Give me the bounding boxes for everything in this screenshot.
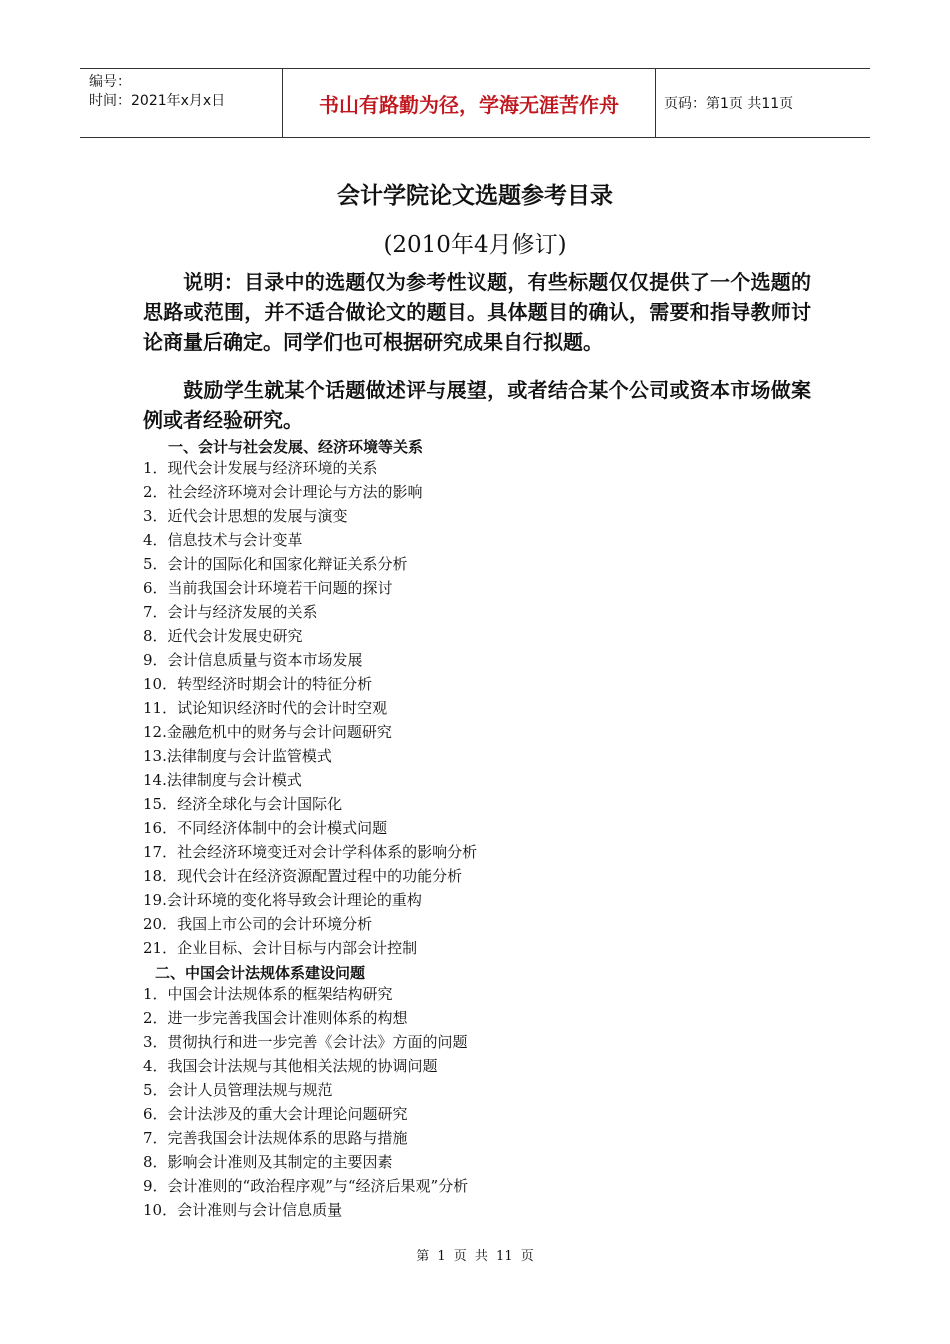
list-item: 5．会计人员管理法规与规范 — [143, 1081, 333, 1099]
list-item: 19.会计环境的变化将导致会计理论的重构 — [143, 891, 422, 909]
intro-paragraph-2 — [143, 375, 811, 435]
list-item: 1．现代会计发展与经济环境的关系 — [143, 459, 378, 477]
intro-text-1: 说明：目录中的选题仅为参考性议题，有些标题仅仅提供了一个选题的思路或范围，并不适合做论文的题目。具体题目的确认，需要和指导教师讨论商量后确定。同学们也可根据研究成果自行拟题。 — [143, 270, 811, 354]
section-1-list — [143, 456, 477, 960]
intro-text-2: 鼓励学生就某个话题做述评与展望，或者结合某个公司或资本市场做案例或者经验研究。 — [143, 378, 811, 432]
list-item: 1．中国会计法规体系的框架结构研究 — [143, 985, 393, 1003]
list-item: 3．近代会计思想的发展与演变 — [143, 507, 348, 525]
list-item: 13.法律制度与会计监管模式 — [143, 747, 332, 765]
serial-label: 编号： — [89, 74, 131, 90]
list-item: 10．会计准则与会计信息质量 — [143, 1201, 343, 1219]
list-item: 18．现代会计在经济资源配置过程中的功能分析 — [143, 867, 463, 885]
list-item: 5．会计的国际化和国家化辩证关系分析 — [143, 555, 408, 573]
list-item: 8．影响会计准则及其制定的主要因素 — [143, 1153, 393, 1171]
list-item: 4．信息技术与会计变革 — [143, 531, 303, 549]
section-heading-1: 一、会计与社会发展、经济环境等关系 — [168, 438, 424, 456]
list-item: 14.法律制度与会计模式 — [143, 771, 302, 789]
list-item: 2．社会经济环境对会计理论与方法的影响 — [143, 483, 423, 501]
time-label: 时间：2021年x月x日 — [89, 93, 226, 109]
header-motto: 书山有路勤为径，学海无涯苦作舟 — [282, 69, 656, 137]
list-item: 8．近代会计发展史研究 — [143, 627, 303, 645]
list-item: 9．会计信息质量与资本市场发展 — [143, 651, 363, 669]
intro-paragraph — [143, 267, 811, 357]
document-title: 会计学院论文选题参考目录 — [337, 182, 613, 209]
list-item: 9．会计准则的“政治程序观”与“经济后果观”分析 — [143, 1177, 469, 1195]
document-subtitle: (2010年4月修订) — [383, 232, 567, 258]
list-item: 7．会计与经济发展的关系 — [143, 603, 318, 621]
list-item: 7．完善我国会计法规体系的思路与措施 — [143, 1129, 408, 1147]
list-item: 10．转型经济时期会计的特征分析 — [143, 675, 373, 693]
list-item: 11．试论知识经济时代的会计时空观 — [143, 699, 388, 717]
list-item: 16．不同经济体制中的会计模式问题 — [143, 819, 388, 837]
list-item: 6．会计法涉及的重大会计理论问题研究 — [143, 1105, 408, 1123]
list-item: 20．我国上市公司的会计环境分析 — [143, 915, 373, 933]
section-2-list — [143, 982, 468, 1222]
list-item: 21．企业目标、会计目标与内部会计控制 — [143, 939, 418, 957]
list-item: 17．社会经济环境变迁对会计学科体系的影响分析 — [143, 843, 478, 861]
list-item: 2．进一步完善我国会计准则体系的构想 — [143, 1009, 408, 1027]
header-page-info: 页码：第1页 共11页 — [664, 96, 794, 112]
list-item: 12.金融危机中的财务与会计问题研究 — [143, 723, 392, 741]
list-item: 3．贯彻执行和进一步完善《会计法》方面的问题 — [143, 1033, 468, 1051]
list-item: 6．当前我国会计环境若干问题的探讨 — [143, 579, 393, 597]
list-item: 4．我国会计法规与其他相关法规的协调问题 — [143, 1057, 438, 1075]
section-heading-2: 二、中国会计法规体系建设问题 — [155, 964, 366, 982]
header-left-cell — [80, 69, 282, 137]
list-item: 15．经济全球化与会计国际化 — [143, 795, 343, 813]
page-footer: 第 1 页 共 11 页 — [416, 1249, 534, 1264]
header-table — [80, 68, 870, 138]
